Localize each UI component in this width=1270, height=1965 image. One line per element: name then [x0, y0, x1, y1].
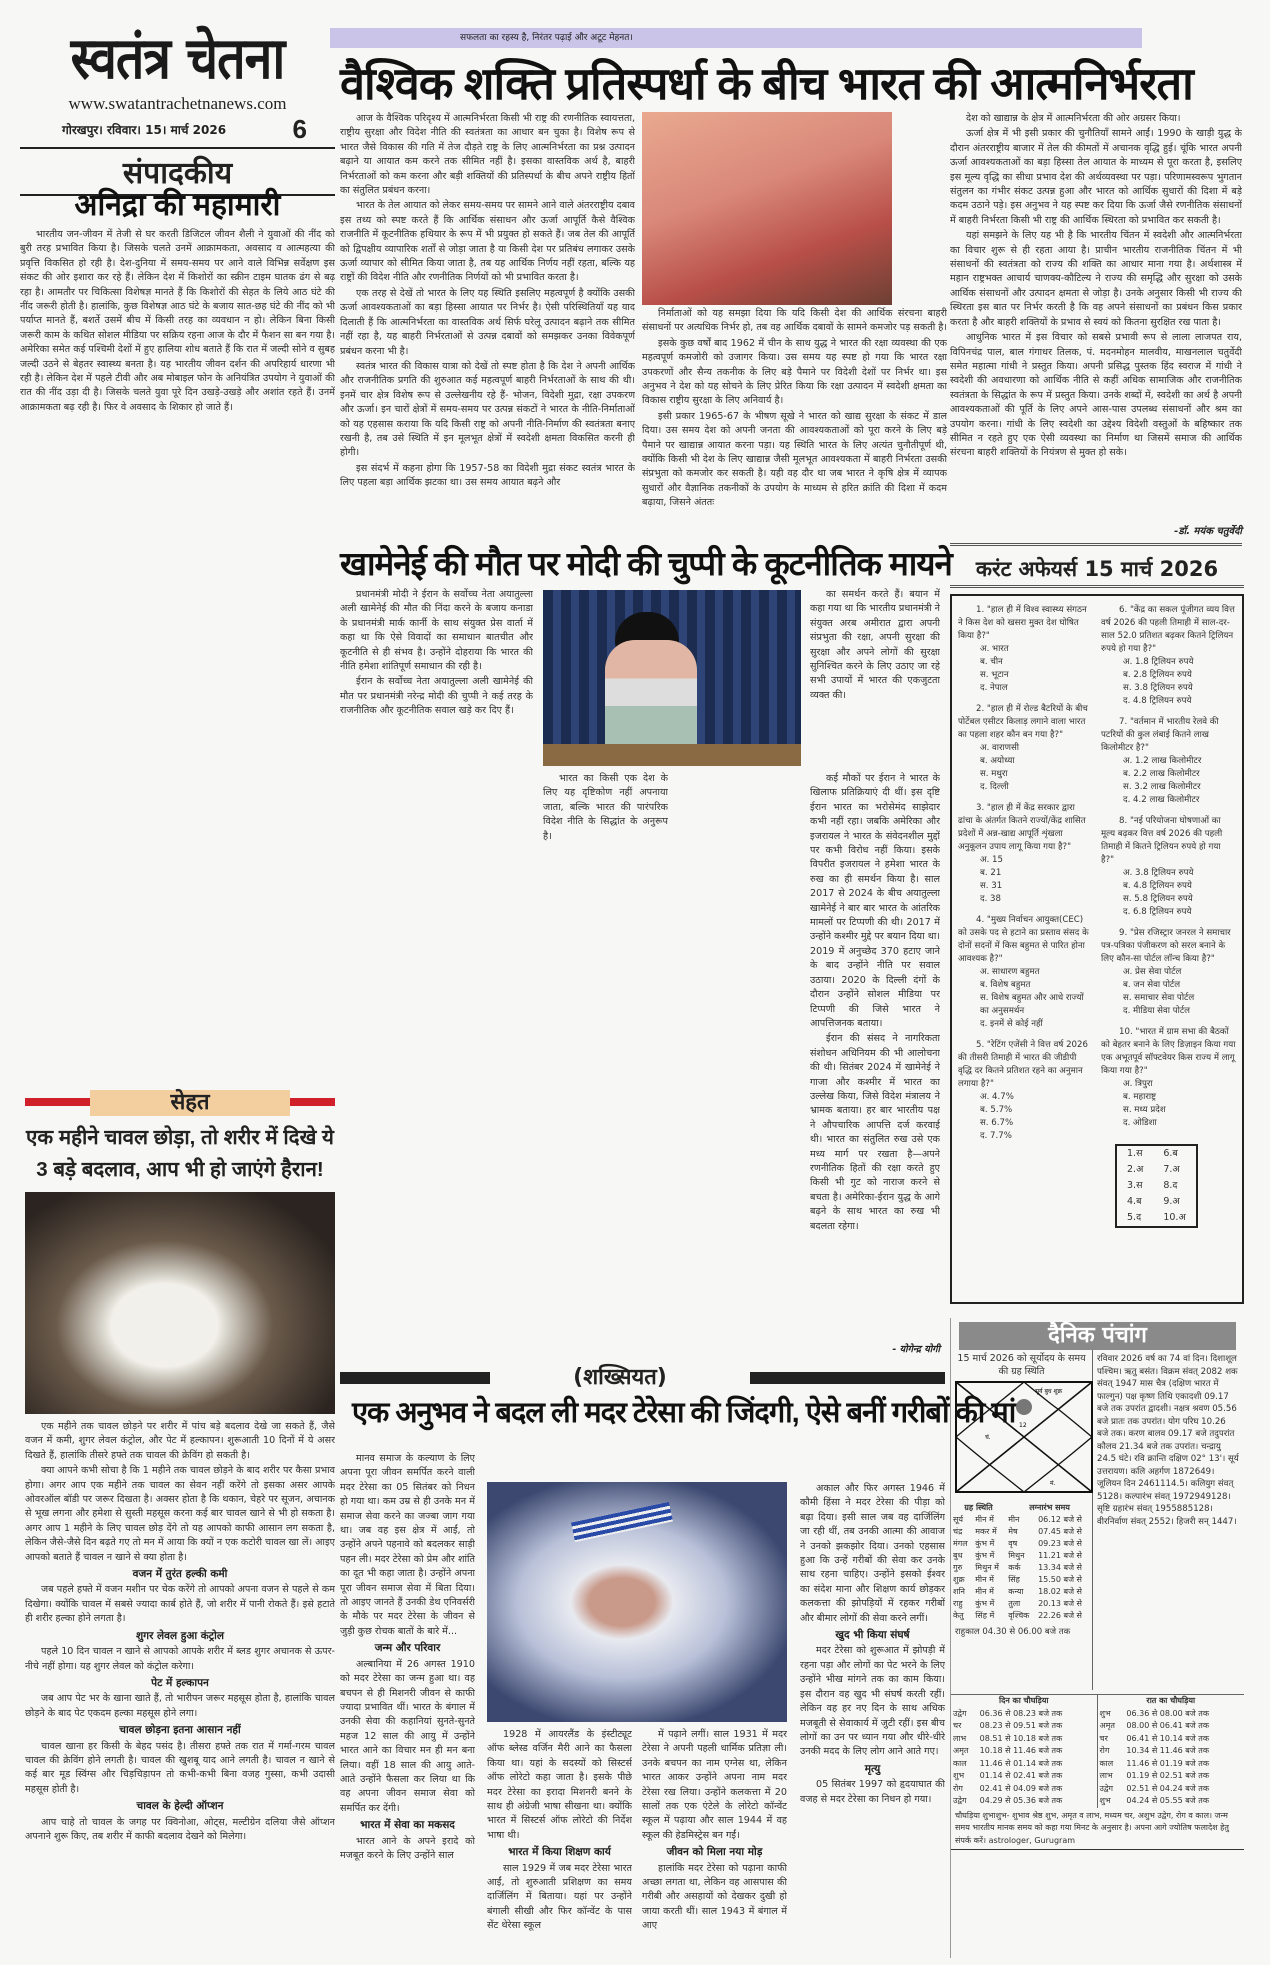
- answer-option: स. समाचार सेवा पोर्टल: [1123, 993, 1195, 1003]
- answer-option: ब. 5.7%: [980, 1105, 1013, 1115]
- current-affairs-title: करंट अफेयर्स 15 मार्च 2026: [975, 557, 1219, 581]
- day-choghadiya: दिन का चौघड़िया उद्वेग 06.36 से 08.23 बजे तक चर 08.23 से 09.51 बजे तक लाभ 08.51 से 10.18 बजे तक अमृत 10.18 से 11.46 बजे तक काल 11.46 से 01.14 बजे तक शुभ 01.14 से 02.41 बजे तक रोग 02.41 से 04.09 बजे तक उद्वेग 04.29 से 05.36 बजे तक: [951, 1695, 1098, 1808]
- quiz-question: [1101, 604, 1236, 708]
- table-cell: मकर में: [975, 1526, 997, 1536]
- table-cell: सिंह में: [975, 1610, 995, 1620]
- table-row: [951, 1720, 1097, 1733]
- table-cell: 11.46 से 01.19 बजे तक: [1126, 1758, 1209, 1768]
- subheading: चावल छोड़ना इतना आसान नहीं: [119, 1724, 241, 1737]
- table-cell: 11.46 से 01.14 बजे तक: [979, 1758, 1063, 1768]
- table-cell: रोग: [1099, 1746, 1110, 1755]
- table-row: [1098, 1745, 1245, 1758]
- paragraph: क्या आपने कभी सोचा है कि 1 महीने तक चावल छोड़ने के बाद शरीर पर कैसा प्रभाव होगा। अगर आप एक महीने तक चावल का सेवन नहीं करेंगे तो इसका असर आपके ओवरऑल बॉडी पर जरूर दिखता है। अक्सर होता है कि थकान, चेहरे पर सूजन, अचानक से भूख लगना और हमेशा से सुस्ती महसूस करना कई बार चावल खाने से भी हो सकता है। अगर आप 1 महीने के लिए चावल छोड़ देंगे तो यह आपको काफी आसान लग सकता है, लेकिन जैसे-जैसे दिन बढ़ते गए तो मन में आया कि क्यों न एक कटोरी चावल खा लें। आइए आपको बताते हैं चावल न खाने से क्या होता है।: [25, 1465, 335, 1563]
- paragraph: में पढ़ाने लगीं। साल 1931 में मदर टेरेसा ने अपनी पहली धार्मिक प्रतिज्ञा ली। उनके बचपन का नाम एग्नेस था, लेकिन भारत आकर उन्होंने अपना नाम मदर टेरेसा रख लिया। उन्होंने कलकत्ता में 20 सालों तक एक एंटेले के लोरेटो कॉन्वेंट स्कूल में पढ़ाया और साल 1944 में वह स्कूल की हेडमिस्ट्रेस बन गईं।: [642, 1729, 787, 1841]
- paragraph: एक महीने तक चावल छोड़ने पर शरीर में पांच बड़े बदलाव देखे जा सकते हैं, जैसे वजन में कमी, शुगर लेवल कंट्रोल, और पेट में हल्कापन। शुरूआती 10 दिनों में ये असर दिखते हैं, हालांकि तीसरे हफ्ते तक चावल की क्रेविंग हो सकती है।: [25, 1421, 335, 1461]
- dateline: गोरखपुर। रविवार। 15। मार्च 2026: [62, 123, 227, 137]
- rahukal: राहुकाल 04.30 से 06.00 बजे तक: [955, 1626, 1071, 1637]
- table-cell: शनि: [953, 1586, 965, 1596]
- paragraph: ऊर्जा क्षेत्र में भी इसी प्रकार की चुनौतियाँ सामने आईं। 1990 के खाड़ी युद्ध के दौरान अंतरराष्ट्रीय बाजार में तेल की कीमतों में अचानक वृद्धि हुई। चूंकि भारत अपनी ऊर्जा आवश्यकताओं का बड़ा हिस्सा तेल आयात के माध्यम से पूरा करता है, इसलिए इस मूल्य वृद्धि का सीधा प्रभाव देश की अर्थव्यवस्था पर पड़ा। परिणामस्वरूप भुगतान संतुलन का गंभीर संकट उत्पन्न हुआ और भारत को आर्थिक सुधारों की दिशा में बड़े कदम उठाने पड़े। इस अनुभव ने यह स्पष्ट कर दिया कि ऊर्जा जैसे रणनीतिक संसाधनों में बाहरी निर्भरता किसी भी राष्ट्र की आर्थिक स्थिरता को प्रभावित कर सकती है।: [950, 128, 1242, 226]
- answer-option: स. मथुरा: [980, 769, 1008, 779]
- table-cell: कुंभ में: [975, 1598, 995, 1608]
- subheading: पेट में हल्कापन: [151, 1676, 209, 1689]
- lead-headline: वैश्विक शक्ति प्रतिस्पर्धा के बीच भारत की आत्मनिर्भरता: [340, 58, 1193, 109]
- table-row: [1098, 1720, 1245, 1733]
- table-cell: अमृत: [1099, 1721, 1115, 1730]
- khamenei-col-2b: [676, 772, 801, 1352]
- panchang-title: दैनिक पंचांग: [959, 1322, 1236, 1350]
- answer-option: ब. 4.8 ट्रिलियन रुपये: [1123, 881, 1192, 891]
- quiz-question: [958, 914, 1091, 1031]
- table-cell: कन्या: [1008, 1586, 1024, 1596]
- kundli-chart: [955, 1381, 1093, 1493]
- question-text: 3. "हाल ही में केंद्र सरकार द्वारा ढांचा के अंतर्गत कितने राज्यों/केंद्र शासित प्रदेशों में अन्न-खाद्य आपूर्ति शृंखला अनुकूलन उपाय लागू किया गया है?": [958, 803, 1086, 852]
- lead-col-1: [340, 112, 635, 537]
- table-cell: कुंभ में: [975, 1538, 995, 1548]
- answer-option: अ. प्रेस सेवा पोर्टल: [1123, 967, 1182, 977]
- table-row: [951, 1758, 1097, 1771]
- table-cell: 02.51 से 04.24 बजे तक: [1126, 1783, 1209, 1793]
- quiz-question: [1101, 815, 1236, 919]
- table-cell: वृश्चिक: [1008, 1610, 1030, 1620]
- question-text: 5. "रेटिंग एजेंसी ने वित्त वर्ष 2026 की तीसरी तिमाही में भारत की जीडीपी वृद्धि दर कितने प्रतिशत रहने का अनुमान लगाया है?": [958, 1040, 1088, 1089]
- table-row: [1098, 1795, 1245, 1808]
- table-cell: 06.36 से 08.00 बजे तक: [1126, 1708, 1209, 1718]
- paragraph: निर्माताओं को यह समझा दिया कि यदि किसी देश की आर्थिक संरचना बाहरी संसाधनों पर अत्यधिक निर्भर हो, तब वह आर्थिक दबावों के सामने कमजोर पड़ सकती है।: [642, 308, 947, 334]
- table-cell: शुभ: [1099, 1708, 1111, 1718]
- paragraph: एक तरह से देखें तो भारत के लिए यह स्थिति इसलिए महत्वपूर्ण है क्योंकि उसकी ऊर्जा आवश्यकताओं का बड़ा हिस्सा आयात पर निर्भर है। ऐसी परिस्थितियाँ यह याद दिलाती हैं कि आत्मनिर्भरता का वास्तविक अर्थ सिर्फ घरेलू उत्पादन बढ़ाने तक सीमित नहीं रहा है, यह बाहरी निर्भरताओं से उत्पन्न दबावों को समझकर उनका विवेकपूर्ण प्रबंधन करना भी है।: [340, 287, 635, 357]
- daily-panchang: [950, 1318, 1244, 1958]
- subheading: शुगर लेवल हुआ कंट्रोल: [136, 1629, 224, 1642]
- table-cell: 18.02 बजे से: [1038, 1586, 1082, 1596]
- question-text: 6. "केंद्र का सकल पूंजीगत व्यय वित्त वर्ष 2026 की पहली तिमाही में साल-दर-साल 52.0 प्रतिशत बढ़कर कितने ट्रिलियन रुपये हो गया है?": [1101, 605, 1235, 654]
- table-cell: लाभ: [1099, 1771, 1113, 1780]
- table-cell: काल: [953, 1758, 967, 1768]
- answer-key-cell: 2.अ: [1127, 1164, 1144, 1175]
- answer-key-cell: 10.अ: [1163, 1212, 1186, 1223]
- table-row: [951, 1795, 1097, 1808]
- table-cell: मेष: [1008, 1526, 1018, 1536]
- paragraph: जब आप पेट भर के खाना खाते हैं, तो भारीपन जरूर महसूस होता है, हालांकि चावल छोड़ने के बाद पेट एकदम हल्का महसूस होने लगा।: [25, 1693, 335, 1719]
- subheading: जन्म और परिवार: [374, 1642, 441, 1655]
- table-cell: चंद्र: [953, 1526, 963, 1536]
- table-row: [1098, 1770, 1245, 1783]
- answer-option: द. 7.7%: [980, 1131, 1012, 1141]
- table-row: [951, 1574, 1093, 1586]
- mother-teresa-photo: [487, 1482, 787, 1722]
- answer-option: ब. विशेष बहुमत: [980, 980, 1031, 990]
- table-cell: शुभ: [1099, 1796, 1111, 1805]
- question-text: 7. "वर्तमान में भारतीय रेलवे की पटरियों की कुल लंबाई कितने लाख किलोमीटर है?": [1101, 717, 1219, 753]
- table-cell: 15.50 बजे से: [1038, 1574, 1082, 1584]
- chart-label: सूर्य बुध शुक्र: [1035, 1388, 1063, 1395]
- quiz-left-column: [958, 596, 1097, 1302]
- answer-option: अ. साधारण बहुमत: [980, 967, 1040, 977]
- table-row: [951, 1770, 1097, 1783]
- table-cell: बुध: [953, 1550, 963, 1560]
- table-cell: उद्वेग: [953, 1708, 967, 1718]
- answer-option: द. नेपाल: [980, 683, 1008, 693]
- question-text: 8. "नई परियोजना घोषणाओं का मूल्य बढ़कर वित्त वर्ष 2026 की पहली तिमाही में कितने ट्रिलियन रुपये हो गया है?": [1101, 816, 1223, 865]
- table-row: [951, 1586, 1093, 1598]
- lead-byline: -डॉ. मयंक चतुर्वेदी: [950, 523, 1242, 537]
- modi-photo: [642, 112, 892, 305]
- caption-bar: सफलता का रहस्य है, निरंतर पढ़ाई और अटूट मेहनत।: [330, 28, 1142, 48]
- table-row: [1098, 1758, 1245, 1771]
- answer-option: अ. 1.2 लाख किलोमीटर: [1123, 756, 1202, 766]
- table-row: [951, 1708, 1097, 1721]
- subheading: चावल के हेल्दी ऑप्शन: [136, 1800, 224, 1813]
- answer-key-cell: 4.ब: [1127, 1196, 1142, 1207]
- answer-option: अ. 1.8 ट्रिलियन रुपये: [1123, 657, 1194, 667]
- paragraph: आधुनिक भारत में इस विचार को सबसे प्रभावी रूप से लाला लाजपत राय, विपिनचंद्र पाल, बाल गंगाधर तिलक, पं. मदनमोहन मालवीय, माखनलाल चतुर्वेदी समेत महात्मा गांधी ने प्रस्तुत किया। अपनी प्रसिद्ध पुस्तक हिंद स्वराज में गांधी ने स्वदेशी की अवधारणा को आर्थिक नीति से कहीं अधिक सामाजिक और राजनीतिक स्वतंत्रता के सिद्धांत के रूप में प्रस्तुत किया। उनके शब्दों में, स्वदेशी का अर्थ है अपनी आवश्यकताओं की पूर्ति के लिए अपने आस-पास उपलब्ध संसाधनों और श्रम का उपयोग करना। गांधी के लिए स्वदेशी का उद्देश्य विदेशी वस्तुओं के बहिष्कार तक सीमित न रहते हुए एक ऐसी व्यवस्था का निर्माण था जिसमें समाज की आर्थिक संरचना बाहरी शक्तियों के नियंत्रण से मुक्त हो सके।: [950, 332, 1242, 459]
- table-cell: मीन में: [975, 1574, 994, 1584]
- answer-option: ब. 21: [980, 868, 1002, 878]
- table-cell: वृष: [1008, 1538, 1018, 1548]
- table-row: [1098, 1783, 1245, 1796]
- paragraph: आप चाहे तो चावल के जगह पर क्विनोआ, ओट्स, मल्टीग्रेन दलिया जैसे ऑप्शन अपनाने शुरू किए, तब शरीर में काफी बदलाव देखने को मिलेगा।: [25, 1816, 335, 1842]
- answer-option: स. 31: [980, 881, 1003, 891]
- table-cell: 04.24 से 05.55 बजे तक: [1126, 1796, 1209, 1805]
- current-affairs: [950, 555, 1244, 1304]
- khamenei-col-1: [340, 588, 533, 1358]
- answer-option: द. 38: [980, 894, 1001, 904]
- table-row: [951, 1598, 1093, 1610]
- answer-key: [1115, 1144, 1198, 1228]
- paragraph: का समर्थन करते हैं। बयान में कहा गया था कि भारतीय प्रधानमंत्री ने संयुक्त अरब अमीरात द्वारा अपनी संप्रभुता की रक्षा, अपनी सुरक्षा की सुरक्षा और अपने लोगों की सुरक्षा सुनिश्चित करने के लिए उठाए जा रहे सभी उपायों में भारत की एकजुटता व्यक्त की।: [810, 589, 940, 701]
- paragraph: अकाल और फिर अगस्त 1946 में कौमी हिंसा ने मदर टेरेसा की पीड़ा को बढ़ा दिया। इसी साल जब वह दार्जिलिंग जा रही थीं, तब उनकी आत्मा की आवाज ने उनको झकझोर दिया। उनको एहसास हुआ कि उन्हें गरीबों की सेवा कर उनके साथ रहना चाहिए। उन्होंने इसको ईश्वर का संदेश माना और शिक्षण कार्य छोड़कर कलकत्ता की झोपड़ियों में रहकर गरीबों और बीमार लोगों की सेवा करने लगीं।: [800, 1483, 945, 1624]
- paragraph: साल 1929 में जब मदर टेरेसा भारत आईं, तो शुरुआती प्रशिक्षण का समय दार्जिलिंग में बिताया। यहां पर उन्होंने बंगाली सीखी और फिर कॉन्वेंट के पास सेंट थेरेसा स्कूल: [487, 1862, 632, 1932]
- question-text: 1. "हाल ही में विश्व स्वास्थ्य संगठन ने किस देश को खसरा मुक्त देश घोषित किया है?": [958, 605, 1087, 641]
- table-cell: कर्क: [1008, 1562, 1021, 1572]
- table-cell: सिंह: [1008, 1574, 1020, 1584]
- paragraph: इसके कुछ वर्षों बाद 1962 में चीन के साथ युद्ध ने भारत की रक्षा व्यवस्था की एक महत्वपूर्ण कमजोरी को उजागर किया। उस समय यह स्पष्ट हो गया कि भारत रक्षा उपकरणों और सैन्य तकनीक के लिए बड़े पैमाने पर विदेशी देशों पर निर्भर था। इस अनुभव ने देश को यह सोचने के लिए प्रेरित किया कि रक्षा उत्पादन में स्वदेशी क्षमता का विकास राष्ट्रीय सुरक्षा के लिए अनिवार्य है।: [642, 337, 947, 407]
- lead-col-2: [642, 307, 947, 539]
- chart-title: 15 मार्च 2026 को सूर्योदय के समय की ग्रह स्थिति: [957, 1353, 1086, 1377]
- table-row: [951, 1745, 1097, 1758]
- table-cell: 06.41 से 10.14 बजे तक: [1126, 1733, 1209, 1743]
- website-url[interactable]: www.swatantrachetnanews.com: [68, 94, 287, 113]
- editorial-body: [20, 228, 335, 1088]
- table-cell: कुंभ में: [975, 1550, 995, 1560]
- page-number: 6: [292, 114, 307, 144]
- paragraph: भारत के तेल आयात को लेकर समय-समय पर सामने आने वाले अंतरराष्ट्रीय दबाव इस तथ्य को स्पष्ट करते हैं कि आर्थिक संसाधन और ऊर्जा आपूर्ति कैसे वैश्विक राजनीति में कूटनीतिक हथियार के रूप में भी प्रयुक्त हो सकते हैं। जब तेल की आपूर्ति को द्विपक्षीय व्यापारिक शर्तों से जोड़ा जाता है या किसी देश पर प्रतिबंध लगाकर उसके ऊर्जा व्यापार को सीमित किया जाता है, तब यह आर्थिक निर्णय नहीं रहता, बल्कि यह राष्ट्रों की विदेश नीति और रणनीतिक निर्णयों को भी प्रभावित करता है।: [340, 200, 635, 284]
- khamenei-col-4: [810, 772, 940, 1342]
- paragraph: स्वतंत्र भारत की विकास यात्रा को देखें तो स्पष्ट होता है कि देश ने अपनी आर्थिक और राजनीतिक प्रगति की शुरुआत कई महत्वपूर्ण बाहरी निर्भरताओं के साथ की थी। इनमें चार क्षेत्र विशेष रूप से उल्लेखनीय रहे हैं- भोजन, विदेशी मुद्रा, रक्षा उपकरण और ऊर्जा। इन चारों क्षेत्रों में समय-समय पर उत्पन्न संकटों ने भारत के नीति-निर्माताओं को यह एहसास कराया कि यदि किसी राष्ट्र को अपनी नीति-निर्माण की स्वतंत्रता बनाए रखनी है, तब उसे स्थिति में इन मूलभूत क्षेत्रों में स्वदेशी क्षमता विकसित करनी ही होगी।: [340, 360, 635, 459]
- khamenei-headline: खामेनेई की मौत पर मोदी की चुप्पी के कूटनीतिक मायने: [340, 545, 952, 582]
- panchang-footer: चौघड़िया शुभाशुभ- शुभाव श्रेष्ठ शुभ, अमृत व लाभ, मध्यम चर, अशुभ उद्वेग, रोग व काल। जन्म समय भारतीय मानक समय को कहा गया मिनट के अनुसार है। अपना आगे ज्योतिष फलादेश हेतु संपर्क करें। astrologer, Gurugram: [951, 1808, 1244, 1851]
- lead-col-3: [950, 112, 1242, 552]
- answer-option: ब. चीन: [980, 657, 1003, 667]
- answer-option: ब. 2.2 लाख किलोमीटर: [1123, 769, 1200, 779]
- answer-option: स. 6.7%: [980, 1118, 1014, 1128]
- answer-key-cell: 9.अ: [1163, 1196, 1180, 1207]
- table-cell: 06.12 बजे से: [1038, 1514, 1082, 1524]
- table-row: [1098, 1733, 1245, 1746]
- table-cell: 08.51 से 10.18 बजे तक: [979, 1733, 1063, 1743]
- answer-key-cell: 3.स: [1127, 1180, 1143, 1191]
- profile-section-label-row: [340, 1365, 945, 1391]
- answer-key-cell: 8.द: [1163, 1180, 1178, 1191]
- subheading: जीवन को मिला नया मोड़: [666, 1846, 763, 1859]
- table-cell: शुक्र: [953, 1574, 965, 1584]
- paragraph: 1928 में आयरलैंड के इंस्टीट्यूट ऑफ ब्लेस्ड वर्जिन मैरी आने का फैसला किया था। यहां के सदस्यों को सिस्टर्स ऑफ लोरेटो कहा जाता है। इसके पीछे मदर टेरेसा का इरादा मिशनरी बनने के साथ ही अंग्रेजी भाषा सीखना था। क्योंकि भारत में सिस्टर्स ऑफ लोरेटो की निर्देश भाषा थी।: [487, 1729, 632, 1841]
- table-cell: लाभ: [953, 1733, 967, 1743]
- answer-option: द. इनमें से कोई नहीं: [980, 1019, 1043, 1029]
- table-cell: मंगल: [953, 1538, 968, 1548]
- khamenei-col-3: [810, 588, 940, 768]
- table-cell: 01.14 से 02.41 बजे तक: [979, 1771, 1063, 1780]
- paragraph: भारत आने के अपने इरादे को मजबूत करने के लिए उन्होंने साल: [340, 1835, 475, 1861]
- paragraph: प्रधानमंत्री मोदी ने ईरान के सर्वोच्च नेता अयातुल्ला अली खामेनेई की मौत की निंदा करने के बजाय कनाडा के प्रधानमंत्री मार्क कार्नी के साथ संयुक्त प्रेस वार्ता में कहा था कि ऐसे विवादों का समाधान बातचीत और कूटनीति से ही संभव है। उन्होंने दोहराया कि भारत की नीति हमेशा शांतिपूर्ण समाधान की रही है।: [340, 589, 533, 673]
- table-cell: 11.21 बजे से: [1038, 1550, 1082, 1560]
- table-cell: शुभ: [953, 1771, 965, 1780]
- quiz-right-column: [1097, 596, 1236, 1302]
- paragraph: हालांकि मदर टेरेसा को पढ़ाना काफी अच्छा लगता था, लेकिन वह आसपास की गरीबी और असहायों को देखकर दुखी हो जाया करती थीं। साल 1943 में बंगाल में आए: [642, 1862, 787, 1932]
- teresa-col-2: [487, 1728, 632, 1963]
- answer-option: स. 3.8 ट्रिलियन रुपये: [1123, 683, 1193, 693]
- answer-option: स. विशेष बहुमत और आधे राज्यों का अनुसमर्थन: [980, 993, 1084, 1016]
- panchang-details: रविवार 2026 वर्ष का 74 वां दिन। दिशाशूल पश्चिम। ऋतु बसंत। विक्रम संवत् 2082 शक संवत् 1947 मास चैत्र (दक्षिण भारत में फाल्गुन) पक्ष कृष्ण तिथि एकादशी 09.17 बजे तक उपरांत द्वादशी। नक्षत्र श्रवण 05.56 बजे प्रातः तक उपरांत। योग परिघ 10.26 बजे तक। करण बालव 09.17 बजे तदुपरांत कौलव 21.34 बजे तक उपरांत। चन्द्रायु 24.5 घंटे। रवि क्रान्ति दक्षिण 02° 13'। सूर्य उत्तरायण। कलि अहर्गण 1872649। जूलियन दिन 2461114.5। कलियुग संवत् 5128। कल्पारंभ संवत् 1972949128। सृष्टि ग्रहारंभ संवत् 1955885128। वीरनिर्वाण संवत् 2552। हिजरी सन् 1447।: [1097, 1354, 1239, 1527]
- table-cell: 09.23 बजे से: [1038, 1538, 1082, 1548]
- table-cell: सूर्य: [953, 1514, 964, 1524]
- table-cell: मीन: [1008, 1514, 1020, 1524]
- table-row: [951, 1783, 1097, 1796]
- answer-option: अ. 15: [980, 855, 1003, 865]
- section-title: संपादकीय: [122, 156, 233, 191]
- health-body: [25, 1420, 335, 1960]
- table-cell: 04.29 से 05.36 बजे तक: [979, 1796, 1063, 1805]
- paragraph: 05 सितंबर 1997 को हृदयाघात की वजह से मदर टेरेसा का निधन हो गया।: [800, 1779, 945, 1805]
- answer-option: अ. वाराणसी: [980, 743, 1020, 753]
- answer-option: अ. 4.7%: [980, 1092, 1014, 1102]
- answer-option: स. 3.2 लाख किलोमीटर: [1123, 782, 1201, 792]
- table-cell: उद्वेग: [1099, 1783, 1113, 1793]
- newspaper-logo: स्वतंत्र चेतना: [70, 23, 285, 92]
- teresa-headline: एक अनुभव ने बदल ली मदर टेरेसा की जिंदगी, ऐसे बनीं गरीबों की मां: [352, 1397, 1016, 1429]
- quiz-question: [958, 802, 1091, 906]
- paragraph: इस संदर्भ में कहना होगा कि 1957-58 का विदेशी मुद्रा संकट स्वतंत्र भारत के लिए पहला बड़ा आर्थिक झटका था। उस समय आयात बढ़ने और: [340, 462, 635, 489]
- paragraph: पहले 10 दिन चावल न खाने से आपको आपके शरीर में ब्लड शुगर अचानक से ऊपर-नीचे नहीं होगा। यह शुगर लेवल को कंट्रोल करेगा।: [25, 1646, 335, 1672]
- table-row: [951, 1550, 1093, 1562]
- svg-text:12: 12: [1019, 1422, 1027, 1429]
- graha-table: ग्रह स्थिति लग्नारंभ समय सूर्य मीन में मीन 06.12 बजे से चंद्र मकर में मेष 07.45 बजे से मंगल कुंभ में वृष 09.23 बजे से बुध कुंभ में मिथुन 11.21 बजे से गुरु मिथुन में कर्क 13.34 बजे से शुक्र मीन में सिंह 15.50 बजे से शनि मीन में कन्या 18.02 बजे से राहु कुंभ में तुला 20.13 बजे से केतु सिंह में वृश्चिक 22.26 बजे से: [951, 1502, 1093, 1622]
- question-text: 2. "हाल ही में रोल्ड बैटरियों के बीच पोर्टेबल एसीटर किलाड़ लगाने वाला भारत का पहला शहर कौन बन गया है?": [958, 704, 1088, 740]
- answer-option: ब. 2.8 ट्रिलियन रुपये: [1123, 670, 1192, 680]
- rice-bowl-image: [25, 1192, 335, 1414]
- quiz-question: [1101, 716, 1236, 807]
- question-text: 10. "भारत में ग्राम सभा की बैठकों को बेहतर बनाने के लिए डिज़ाइन किया गया एक अभूतपूर्व सॉफ्टवेयर किस राज्य में लागू किया गया है?": [1101, 1027, 1236, 1076]
- answer-option: स. मध्य प्रदेश: [1123, 1105, 1166, 1115]
- answer-option: ब. अयोध्या: [980, 756, 1015, 766]
- teresa-col-1: [340, 1452, 475, 1962]
- table-cell: 22.26 बजे से: [1038, 1610, 1082, 1620]
- table-cell: 01.19 से 02.51 बजे तक: [1126, 1771, 1209, 1780]
- table-cell: 13.34 बजे से: [1038, 1562, 1082, 1572]
- table-cell: मीन में: [975, 1514, 994, 1524]
- answer-key-cell: 7.अ: [1163, 1164, 1180, 1175]
- answer-option: ब. जन सेवा पोर्टल: [1123, 980, 1181, 990]
- table-cell: मिथुन: [1008, 1550, 1025, 1560]
- khamenei-photo: [543, 590, 801, 766]
- paragraph: भारत का किसी एक देश के लिए यह दृष्टिकोण नहीं अपनाया जाता, बल्कि भारत की पारंपरिक विदेश नीति के सिद्धांत के अनुरूप है।: [543, 773, 668, 842]
- table-cell: 10.34 से 11.46 बजे तक: [1126, 1746, 1209, 1755]
- table-row: [951, 1514, 1093, 1526]
- paragraph: अल्बानिया में 26 अगस्त 1910 को मदर टेरेसा का जन्म हुआ था। वह बचपन से ही मिशनरी जीवन से काफी ज्यादा प्रभावित थीं। भारत के बंगाल में उनकी सेवा की कहानियां सुनते-सुनते महज 12 साल की आयु में उन्होंने भारत आने का विचार मन ही मन बना लिया। वहीं 18 साल की आयु आते-आते उन्होंने फैसला कर लिया था कि वह अपना जीवन समाज सेवा को समर्पित कर देंगी।: [340, 1658, 475, 1814]
- table-cell: अमृत: [953, 1746, 969, 1755]
- quiz-question: [958, 604, 1091, 695]
- question-text: 9. "प्रेस रजिस्ट्रार जनरल ने समाचार पत्र-पत्रिका पंजीकरण को सरल बनाने के लिए कौन-सा पोर्टल लॉन्च किया है?": [1101, 928, 1231, 964]
- quiz-question: [1101, 1026, 1236, 1130]
- paragraph: आज के वैश्विक परिदृश्य में आत्मनिर्भरता किसी भी राष्ट्र की रणनीतिक स्वायत्तता, राष्ट्रीय सुरक्षा और विदेश नीति की स्वतंत्रता का आधार बन चुका है। विशेष रूप से भारत जैसे विकास की गति में तेज दौड़ते राष्ट्र के लिए आत्मनिर्भरता का प्रश्न उत्पादन बढ़ाने या आयात कम करने तक सीमित नहीं है। इसका वास्तविक अर्थ है, बाहरी निर्भरताओं को कम करना और बड़ी शक्तियों की प्रतिस्पर्धा के बीच अपने राष्ट्रीय हितों का संतुलित प्रबंधन करना।: [340, 113, 635, 197]
- table-cell: चर: [1099, 1733, 1108, 1743]
- health-section-label: सेहत: [90, 1090, 290, 1116]
- paragraph: ईरान के सर्वोच्च नेता अयातुल्ला अली खामेनेई की मौत पर प्रधानमंत्री नरेन्द्र मोदी की चुप्पी ने कई तरह के राजनीतिक और कूटनीतिक सवाल खड़े कर दिए हैं।: [340, 676, 533, 717]
- answer-option: द. 4.8 ट्रिलियन रुपये: [1123, 696, 1192, 706]
- answer-key-cell: 5.द: [1127, 1212, 1142, 1223]
- table-cell: रोग: [953, 1783, 963, 1793]
- table-cell: उद्वेग: [953, 1796, 967, 1805]
- answer-key-cell: 1.स: [1127, 1148, 1143, 1159]
- paragraph: भारतीय जन-जीवन में तेजी से घर करती डिजिटल जीवन शैली ने युवाओं की नींद को बुरी तरह प्रभावित किया है। जिसके चलते उनमें आक्रामकता, अवसाद व आत्महत्या की प्रवृत्ति विकसित हो रही है। देश-दुनिया में समय-समय पर आने वाले विभिन्न सर्वेक्षण इस संकट की ओर इशारा कर रहे हैं। लेकिन देश में किशोरों का स्क्रीन टाइम घातक ढंग से बढ़ रहा है। आमतौर पर चिकित्सा विशेषज्ञ मानते हैं कि किशोरों की सेहत के लिये आठ घंटे की नींद जरूरी होती है। हालांकि, कुछ विशेषज्ञ आठ घंटे के बजाय सात-छह घंटे की नींद को भी पर्याप्त मानते हैं, बशर्ते उसमें बीच में किसी तरह का व्यवधान न हो। लेकिन बिना किसी जरूरी काम के कथित सोशल मीडिया पर सक्रिय रहना आज के दौर में फैशन सा बन गया है। अमेरिका समेत कई पश्चिमी देशों में हुए हालिया शोध बताते हैं कि रात में जल्दी सोने व सुबह जल्दी उठने से बेहतर स्वास्थ्य बनता है। यह भारतीय जीवन दर्शन की अपरिहार्य धारणा भी रही है। लेकिन देश में पहले टीवी और अब मोबाइल फोन के अनियंत्रित उपयोग ने युवाओं की रात की नींद उड़ा दी है। जिसके चलते युवा पूरे दिन उखड़े-उखड़े और अशांत रहते हैं। उनमें आक्रामकता बढ़ रही है। फिर वे अवसाद के शिकार हो जाते हैं।: [20, 229, 335, 413]
- table-cell: मिथुन में: [975, 1562, 999, 1572]
- table-cell: 06.36 से 08.23 बजे तक: [979, 1708, 1063, 1718]
- paragraph: मानव समाज के कल्याण के लिए अपना पूरा जीवन समर्पित करने वाली मदर टेरेसा का 05 सितंबर को निधन हो गया था। कम उम्र से ही उनके मन में समाज सेवा करने का जज्बा जाग गया था। जब वह इस क्षेत्र में आईं, तो उन्होंने अपने पहनावे को बदलकर साड़ी पहन ली। मदर टेरेसा को प्रेम और शांति का दूत भी कहा जाता है। उन्होंने अपना पूरा जीवन समाज सेवा में बिता दिया। तो आइए जानते हैं उनकी डेथ एनिवर्सरी के मौके पर मदर टेरेसा के जीवन से जुड़ी कुछ रोचक बातों के बारे में...: [340, 1453, 475, 1637]
- svg-text:चं.: चं.: [985, 1434, 991, 1441]
- editorial-headline: अनिद्रा की महामारी: [74, 189, 281, 222]
- table-cell: चर: [953, 1721, 962, 1730]
- quiz-question: [1101, 927, 1236, 1018]
- answer-key-cell: 6.ब: [1163, 1148, 1178, 1159]
- subheading: वजन में तुरंत हल्की कमी: [132, 1568, 228, 1581]
- paragraph: चावल खाना हर किसी के बेहद पसंद है। तीसरा हफ्ते तक रात में गर्मा-गरम चावल चावल की क्रेविंग होने लगती है। चावल की खुशबू याद आने लगती है। चावल न खाने से कई बार मूड स्विंग्स और चिड़चिड़ापन तो कभी-कभी बिना वजह गुस्सा, कभी उदासी महसूस होती है।: [25, 1740, 335, 1795]
- table-row: [951, 1526, 1093, 1538]
- table-cell: गुरु: [953, 1562, 963, 1572]
- table-cell: राहु: [953, 1598, 963, 1608]
- editorial-article: [20, 183, 335, 1088]
- health-section: [25, 1090, 335, 1960]
- table-row: [951, 1562, 1093, 1574]
- table-cell: 10.18 से 11.46 बजे तक: [979, 1746, 1063, 1755]
- table-cell: मीन में: [975, 1586, 994, 1596]
- subheading: भारत में सेवा का मकसद: [360, 1819, 455, 1832]
- table-cell: 08.00 से 06.41 बजे तक: [1126, 1721, 1209, 1730]
- night-choghadiya: रात का चौघड़िया शुभ 06.36 से 08.00 बजे तक अमृत 08.00 से 06.41 बजे तक चर 06.41 से 10.14 बजे तक रोग 10.34 से 11.46 बजे तक काल 11.46 से 01.19 बजे तक लाभ 01.19 से 02.51 बजे तक उद्वेग 02.51 से 04.24 बजे तक शुभ 04.24 से 05.55 बजे तक: [1098, 1695, 1245, 1808]
- quiz-question: [958, 1039, 1091, 1143]
- khamenei-col-2: [543, 772, 668, 1352]
- teresa-col-3: [642, 1728, 787, 1963]
- masthead: [20, 22, 335, 196]
- question-text: 4. "मुख्य निर्वाचन आयुक्त(CEC) को उसके पद से हटाने का प्रस्ताव संसद के दोनों सदनों में किस बहुमत से पारित होना आवश्यक है?": [958, 915, 1089, 964]
- answer-option: अ. 3.8 ट्रिलियन रुपये: [1123, 868, 1194, 878]
- answer-option: द. दिल्ली: [980, 782, 1009, 792]
- table-cell: 20.13 बजे से: [1038, 1598, 1082, 1608]
- table-row: [951, 1733, 1097, 1746]
- table-cell: केतु: [953, 1610, 964, 1620]
- paragraph: जब पहले हफ्ते में वजन मशीन पर चेक करेंगे तो आपको अपना वजन से पहले से कम दिखेगा। क्योंकि चावल में सबसे ज्यादा कार्ब होते हैं, जो शरीर में पानी रोकते हैं। इसे हटाते ही शरीर हल्का होने लगता है।: [25, 1584, 335, 1625]
- answer-option: द. 6.8 ट्रिलियन रुपये: [1123, 907, 1192, 917]
- teresa-col-4: [800, 1482, 945, 1962]
- paragraph: इसी प्रकार 1965-67 के भीषण सूखे ने भारत को खाद्य सुरक्षा के संकट में डाल दिया। उस समय देश को अपनी जनता की आवश्यकताओं को पूरा करने के लिए बड़े पैमाने पर खाद्यान्न आयात करना पड़ा। यह स्थिति भारत के लिए अत्यंत चुनौतीपूर्ण थी, क्योंकि किसी भी देश के लिए खाद्यान्न जैसी मूलभूत आवश्यकता में बाहरी निर्भरता उसकी संप्रभुता को कमजोर कर सकती है। यही वह दौर था जब भारत ने कृषि क्षेत्र में व्यापक सुधारों और वैज्ञानिक तकनीकों के उपयोग के माध्यम से हरित क्रांति की दिशा में कदम बढ़ाया, जिसने अंततः: [642, 410, 947, 509]
- paragraph: ईरान की संसद ने नागरिकता संशोधन अधिनियम की भी आलोचना की थी। सितंबर 2024 में खामेनेई ने गाजा और कश्मीर में भारत का उल्लेख किया, जिसे विदेश मंत्रालय ने भ्रामक बताया। हर बार भारतीय पक्ष ने औपचारिक आपत्ति दर्ज करवाई थी। भारत का संतुलित रुख उसे एक मध्य मार्ग पर रखता है—अपने रणनीतिक हितों की रक्षा करते हुए किसी भी गुट को नाराज करने से बचता है। अमेरिका-ईरान युद्ध के आगे बढ़ने के साथ भारत का रुख भी बदलता रहेगा।: [810, 1033, 940, 1232]
- answer-option: अ. भारत: [980, 644, 1009, 654]
- table-row: [951, 1610, 1093, 1622]
- subheading: मृत्यु: [864, 1762, 881, 1775]
- svg-text:मं.: मं.: [1050, 1480, 1056, 1487]
- answer-option: द. मीडिया सेवा पोर्टल: [1123, 1006, 1190, 1016]
- table-cell: 07.45 बजे से: [1038, 1526, 1082, 1536]
- paragraph: यहां समझने के लिए यह भी है कि भारतीय चिंतन में स्वदेशी और आत्मनिर्भरता का विचार शुरू से ही रहता आया है। प्राचीन भारतीय राजनीतिक चिंतन में भी संसाधनों की स्वतंत्रता को राज्य की शक्ति का आधार माना गया है। अर्थशास्त्र में महान राष्ट्रभक्त आचार्य चाणक्य-कौटिल्य ने राज्य की समृद्धि और सुरक्षा को उसके आर्थिक संसाधनों और उत्पादन क्षमता से जोड़ा है। उनके अनुसार किसी भी राज्य की स्थिरता इस बात पर निर्भर करती है कि वह अपने संसाधनों का प्रबंधन किस प्रकार करता है और बाहरी शक्तियों के प्रभाव से स्वयं को कितना सुरक्षित रख पाता है।: [950, 230, 1242, 328]
- answer-option: ब. महाराष्ट्र: [1123, 1092, 1157, 1102]
- table-row: [951, 1538, 1093, 1550]
- table-cell: 08.23 से 09.51 बजे तक: [979, 1721, 1063, 1730]
- subheading: भारत में किया शिक्षण कार्य: [508, 1846, 611, 1859]
- table-cell: काल: [1099, 1758, 1114, 1768]
- answer-option: अ. त्रिपुरा: [1123, 1079, 1153, 1089]
- answer-option: स. 5.8 ट्रिलियन रुपये: [1123, 894, 1193, 904]
- answer-option: द. ओडिशा: [1123, 1118, 1157, 1128]
- paragraph: मदर टेरेसा को शुरूआत में झोपड़ी में रहना पड़ा और लोगों का पेट भरने के लिए उन्होंने भीख मांगने तक का काम किया। इस दौरान वह खुद भी संघर्ष करती रहीं। लेकिन वह हर नए दिन के साथ अधिक मजबूती से सेवाकार्य में जुटी रहीं। इस बीच लोगों का उन पर ध्यान गया और धीरे-धीरे उनकी मदद के लिए लोग आने आते गए।: [800, 1645, 945, 1758]
- khamenei-byline: - योगेन्द्र योगी: [892, 1344, 940, 1355]
- paragraph: देश को खाद्यान्न के क्षेत्र में आत्मनिर्भरता की ओर अग्रसर किया।: [966, 113, 1181, 124]
- paragraph: कई मौकों पर ईरान ने भारत के खिलाफ प्रतिक्रियाएं दी थीं। इस दृष्टि ईरान भारत का भरोसेमंद साझेदार कभी नहीं रहा। जबकि अमेरिका और इजरायल ने भारत के संवेदनशील मुद्दों पर कभी विरोध नहीं किया। इसके विपरीत इजरायल ने हमेशा भारत के रुख का ही समर्थन किया है। साल 2017 से 2024 के बीच अयातुल्ला खामेनेई ने बार बार भारत के आंतरिक मामलों पर टिप्पणी की थी। 2017 में उन्होंने कश्मीर मुद्दे पर बयान दिया था। 2019 में अनुच्छेद 370 हटाए जाने के बाद उन्होंने नीति पर सवाल उठाया। 2020 के दिल्ली दंगों के दौरान उन्होंने सोशल मीडिया पर टिप्पणी की जिसे भारत ने आपत्तिजनक बताया।: [810, 773, 940, 1029]
- table-cell: 02.41 से 04.09 बजे तक: [979, 1783, 1063, 1793]
- quiz-question: [958, 703, 1091, 794]
- answer-option: स. भूटान: [980, 670, 1009, 680]
- subheading: खुद भी किया संघर्ष: [835, 1629, 910, 1642]
- answer-option: द. 4.2 लाख किलोमीटर: [1123, 795, 1200, 805]
- profile-section-label: (शख्सियत): [573, 1365, 667, 1390]
- table-row: [1098, 1708, 1245, 1721]
- table-cell: तुला: [1008, 1598, 1021, 1608]
- health-headline: एक महीने चावल छोड़ा, तो शरीर में दिखे ये 3 बड़े बदलाव, आप भी हो जाएंगे हैरान!: [26, 1126, 334, 1181]
